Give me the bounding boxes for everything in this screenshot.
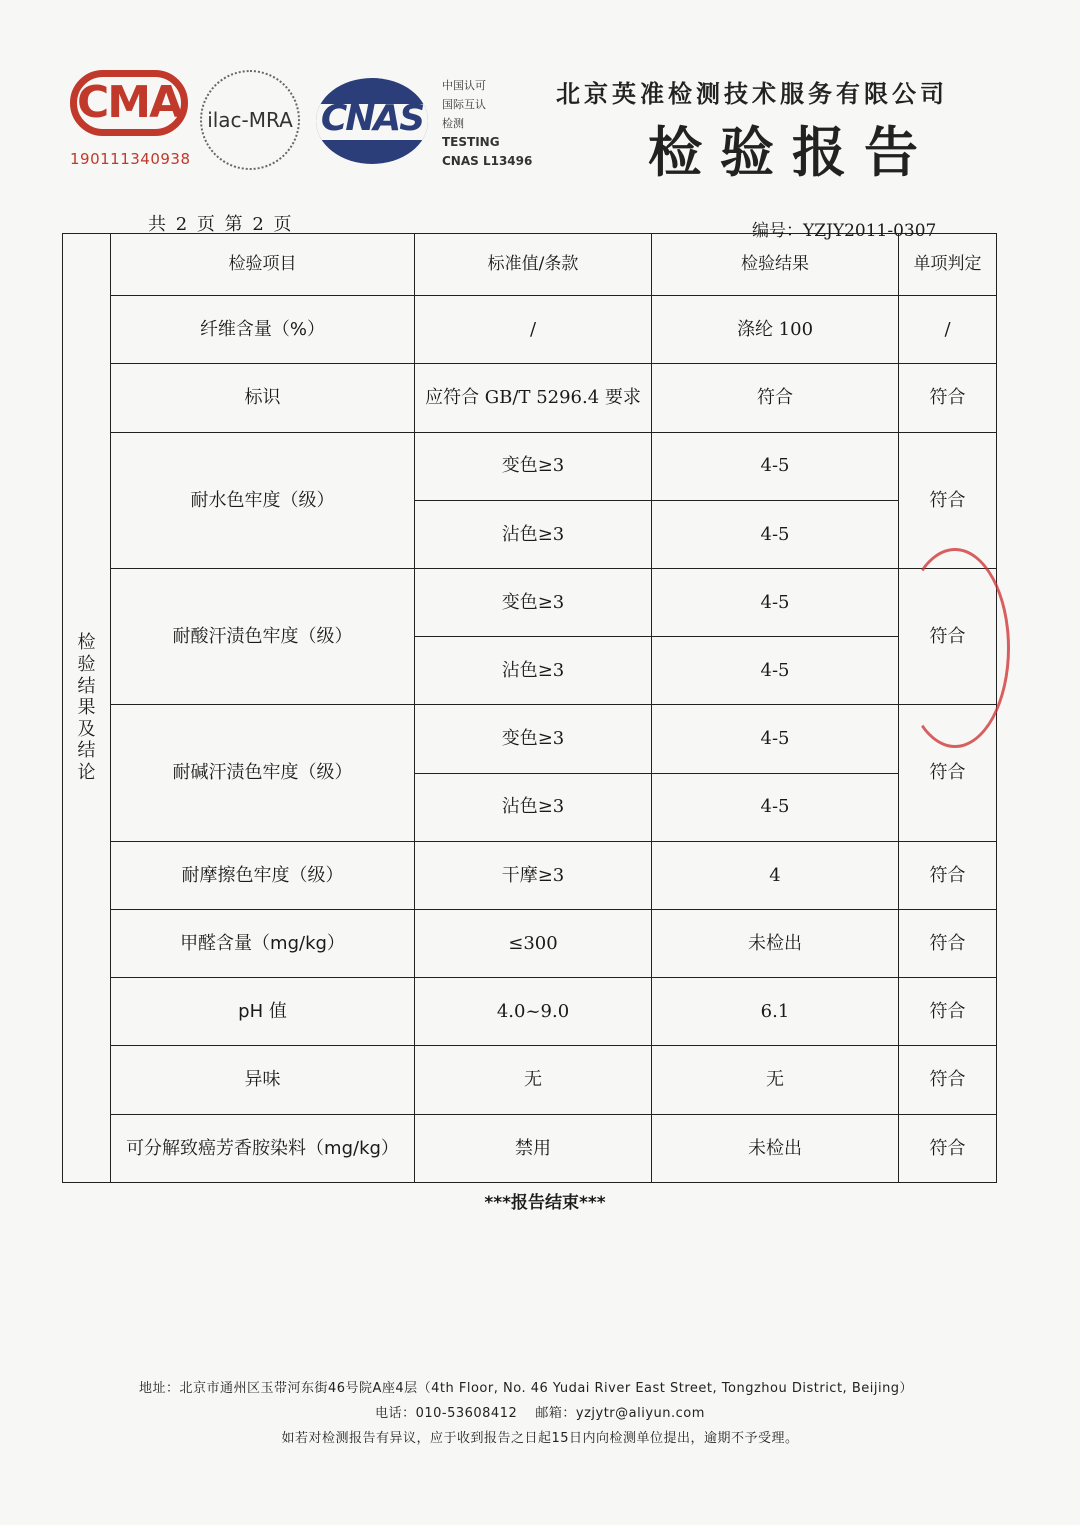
side-label: 检验结果及结论 — [63, 234, 111, 1183]
table-row — [63, 705, 997, 773]
result-cell: 4-5 — [652, 705, 899, 773]
header-judgement: 单项判定 — [899, 234, 997, 296]
standard-cell: ≤300 — [415, 910, 652, 978]
table-row — [63, 364, 997, 432]
cma-logo: CMA — [70, 70, 188, 136]
standard-cell: 变色≥3 — [415, 705, 652, 773]
cnas-logo-text: CNAS — [320, 98, 424, 139]
result-cell: 无 — [652, 1046, 899, 1114]
item-cell: 异味 — [111, 1046, 415, 1114]
result-cell: 涤纶 100 — [652, 296, 899, 364]
standard-cell: 无 — [415, 1046, 652, 1114]
standard-cell: 干摩≥3 — [415, 841, 652, 909]
table-row — [63, 910, 997, 978]
cnas-logo — [316, 78, 428, 164]
result-cell: 4-5 — [652, 500, 899, 568]
result-cell: 4 — [652, 841, 899, 909]
judgement-cell: 符合 — [899, 978, 997, 1046]
report-number: 编号：YZJY2011-0307 — [752, 221, 937, 241]
company-name: 北京英准检测技术服务有限公司 — [556, 80, 948, 108]
standard-cell: 4.0~9.0 — [415, 978, 652, 1046]
judgement-cell: 符合 — [899, 841, 997, 909]
report-end: ***报告结束*** — [484, 1193, 606, 1213]
item-cell: 耐摩擦色牢度（级） — [111, 841, 415, 909]
footer-address: 地址：北京市通州区玉带河东街46号院A座4层（4th Floor, No. 46 Yudai River East Street, Tongzhou District, Beijing） — [138, 1381, 914, 1396]
header-result: 检验结果 — [652, 234, 899, 296]
item-cell: 耐碱汗渍色牢度（级） — [111, 705, 415, 841]
cnas-accreditation-text: 中国认可 国际互认 检测 TESTING CNAS L13496 — [442, 79, 533, 168]
table-row — [63, 978, 997, 1046]
ilac-mra-logo — [200, 70, 300, 170]
standard-cell: 禁用 — [415, 1114, 652, 1182]
judgement-cell: 符合 — [899, 364, 997, 432]
item-cell: 可分解致癌芳香胺染料（mg/kg） — [111, 1114, 415, 1182]
result-cell: 6.1 — [652, 978, 899, 1046]
standard-cell: 沾色≥3 — [415, 637, 652, 705]
judgement-cell: 符合 — [899, 1114, 997, 1182]
table-row — [63, 296, 997, 364]
report-title: 检验报告 — [648, 121, 936, 184]
table-row — [63, 1046, 997, 1114]
judgement-cell: 符合 — [899, 705, 997, 841]
item-cell: 耐酸汗渍色牢度（级） — [111, 569, 415, 705]
footer-notice: 如若对检测报告有异议，应于收到报告之日起15日内向检测单位提出，逾期不予受理。 — [281, 1431, 799, 1446]
result-cell: 符合 — [652, 364, 899, 432]
judgement-cell: / — [899, 296, 997, 364]
result-cell: 4-5 — [652, 569, 899, 637]
table-row — [63, 432, 997, 500]
page-info: 共 2 页 第 2 页 — [148, 214, 294, 235]
judgement-cell: 符合 — [899, 1046, 997, 1114]
item-cell: pH 值 — [111, 978, 415, 1046]
result-cell: 未检出 — [652, 910, 899, 978]
table-row — [63, 569, 997, 637]
results-table — [62, 233, 997, 1183]
standard-cell: 变色≥3 — [415, 569, 652, 637]
cma-number: 190111340938 — [70, 150, 191, 168]
judgement-cell: 符合 — [899, 910, 997, 978]
judgement-cell: 符合 — [899, 569, 997, 705]
table-row — [63, 1114, 997, 1182]
standard-cell: 沾色≥3 — [415, 773, 652, 841]
result-cell: 4-5 — [652, 432, 899, 500]
table-row — [63, 841, 997, 909]
item-cell: 标识 — [111, 364, 415, 432]
item-cell: 甲醛含量（mg/kg） — [111, 910, 415, 978]
item-cell: 纤维含量（%） — [111, 296, 415, 364]
item-cell: 耐水色牢度（级） — [111, 432, 415, 568]
header-standard: 标准值/条款 — [415, 234, 652, 296]
result-cell: 4-5 — [652, 773, 899, 841]
result-cell: 未检出 — [652, 1114, 899, 1182]
standard-cell: / — [415, 296, 652, 364]
judgement-cell: 符合 — [899, 432, 997, 568]
standard-cell: 沾色≥3 — [415, 500, 652, 568]
result-cell: 4-5 — [652, 637, 899, 705]
footer-contact: 电话：010-53608412 邮箱：yzjytr@aliyun.com — [375, 1406, 705, 1421]
table-header-row — [63, 234, 997, 296]
ilac-logo-text: ilac-MRA — [207, 108, 293, 132]
header-item: 检验项目 — [111, 234, 415, 296]
standard-cell: 变色≥3 — [415, 432, 652, 500]
standard-cell: 应符合 GB/T 5296.4 要求 — [415, 364, 652, 432]
